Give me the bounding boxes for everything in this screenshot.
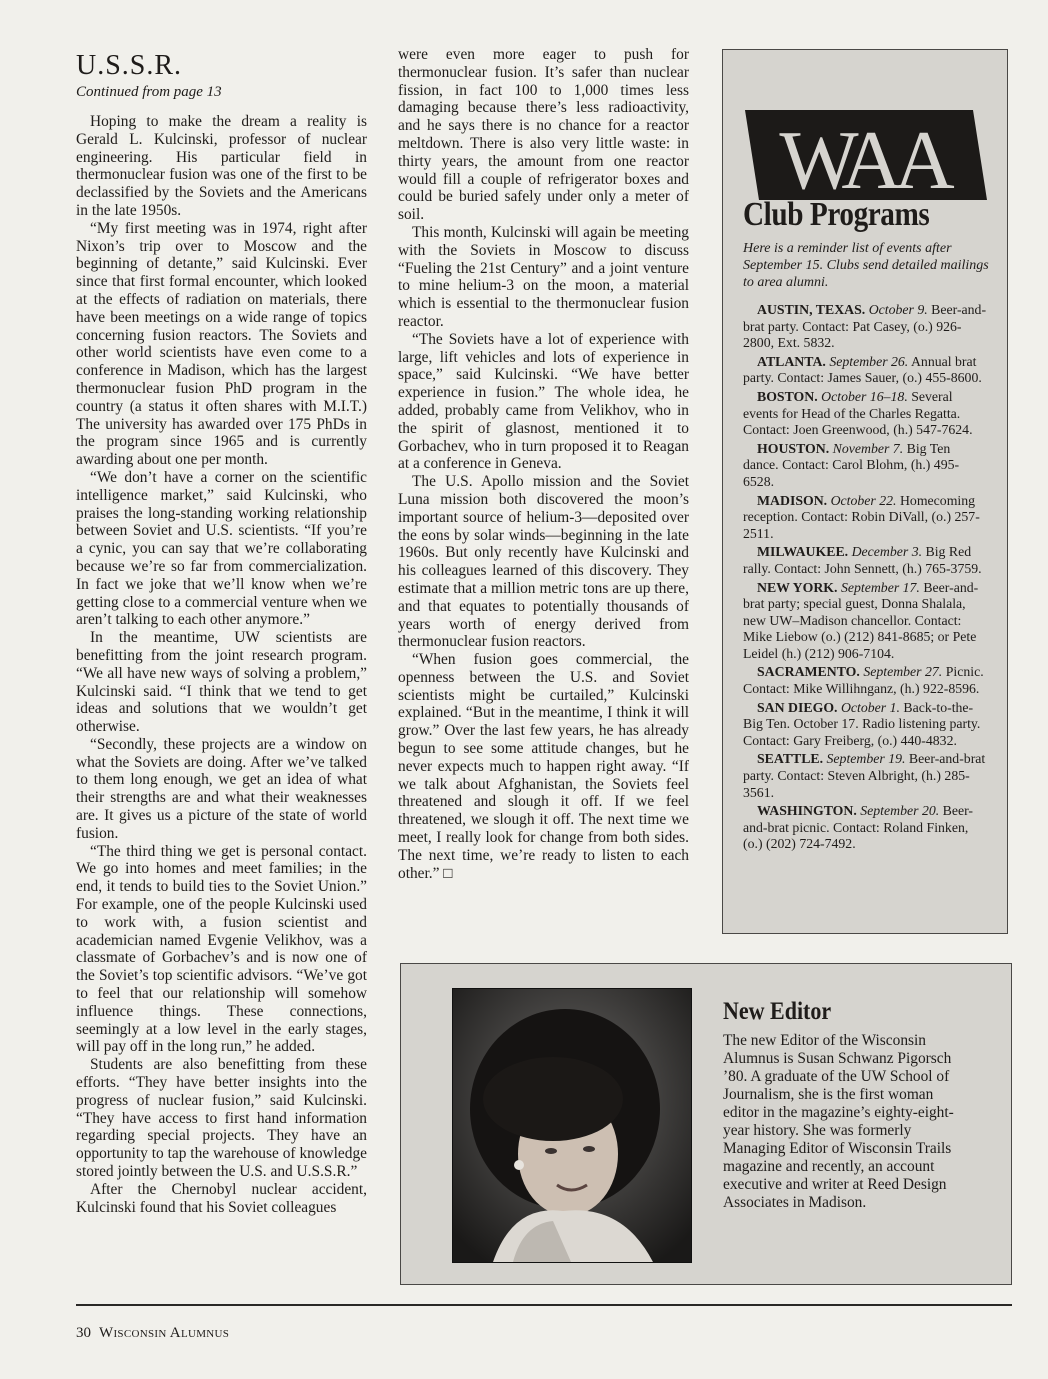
article-paragraph: After the Chernobyl nuclear accident, Kulcinski found that his Soviet colleagues bbox=[76, 1180, 367, 1216]
club-entry: NEW YORK. September 17. Beer-and-brat party; special guest, Donna Shalala, new UW–Madison chancellor. Contact: Mike Liebow (o.) (212) 841-8685; or Pete Leidel (h.) (212) 906-7104. bbox=[743, 579, 979, 661]
article-paragraph: “Secondly, these projects are a window on what the Soviets are doing. After we’ve talked to them long enough, we get an idea of what their strengths are and what their weaknesses are. It gives us a picture of the state of world fusion. bbox=[76, 735, 367, 842]
new-editor-title: New Editor bbox=[723, 998, 832, 1025]
page-number: 30 bbox=[76, 1325, 91, 1341]
continued-note: Continued from page 13 bbox=[76, 84, 222, 100]
editor-portrait-photo bbox=[452, 988, 692, 1263]
club-entry: MADISON. October 22. Homecoming reception. Contact: Robin DiVall, (o.) 257-2511. bbox=[743, 492, 980, 541]
article-paragraph: “When fusion goes commercial, the openness between the U.S. and Soviet scientists might be curtailed,” Kulcinski explained. “But in the meantime, I think it will grow.” Over the last few years, he has already begun to see some attitude changes, but he never expects much to happen right away. “If we talk about Afghanistan, the Soviets feel threatened and slough it off. If we feel threatened, we slough it off. The next time we meet, I really look for change from both sides. The next time, we’re ready to listen to each other.” □ bbox=[398, 651, 689, 882]
club-entry: MILWAUKEE. December 3. Big Red rally. Contact: John Sennett, (h.) 765-3759. bbox=[743, 544, 982, 576]
article-paragraph: “The Soviets have a lot of experience with large, lift vehicles and lots of experience in space,” said Kulcinski. “We have better experience in fusion.” The whole idea, he added, probably came from Velikhov, who in the spirit of glasnost, mentioned it to Gorbachev, who in turn proposed it to Reagan at a conference in Geneva. bbox=[398, 330, 689, 473]
article-paragraph: “The third thing we get is personal contact. We go into homes and meet families; in the end, it tends to build ties to the Soviet Union.” For example, one of the people Kulcinski used to work with, a fusion scientist and academician named Evgenie Velikhov, was a classmate of Gorbachev’s and is now one of the Soviet’s top scientific advisors. “We’ve got to feel that our relationship will somehow influence things. These connections, seemingly at a low level in the early stages, will pay off in the long run,” he added. bbox=[76, 842, 367, 1056]
club-entry: SAN DIEGO. October 1. Back-to-the-Big Ten. October 17. Radio listening party. Contact: Gary Freiberg, (o.) 440-4832. bbox=[743, 699, 981, 748]
club-entry: WASHINGTON. September 20. Beer-and-brat picnic. Contact: Roland Finken, (o.) (202) 724-7492. bbox=[743, 803, 974, 852]
article-paragraph: In the meantime, UW scientists are benefitting from the joint research program. “We all have new ways of solving a problem,” Kulcinski said. “I think that we tend to get ideas and solutions that we wouldn’t get otherwise. bbox=[76, 629, 367, 736]
article-paragraph: “My first meeting was in 1974, right after Nixon’s trip over to Moscow and the beginning of detante,” said Kulcinski. Ever since that first formal encounter, which looked at the effects of radiation on materials, there have been meetings on a wide range of topics concerning fusion reactors. The Soviets and other world scientists have even come to a conference in Madison, which has the largest thermonuclear fusion PhD program in the country (a status it often shares with M.I.T.) The university has awarded over 175 PhDs in the program since 1965 and is currently awarding about one per month. bbox=[76, 219, 367, 469]
club-programs-title: Club Programs bbox=[743, 196, 930, 233]
club-entry: SEATTLE. September 19. Beer-and-brat party. Contact: Steven Albright, (h.) 285-3561. bbox=[743, 751, 986, 800]
club-entry: HOUSTON. November 7. Big Ten dance. Contact: Carol Blohm, (h.) 495-6528. bbox=[743, 440, 960, 489]
article-paragraph: The U.S. Apollo mission and the Soviet Luna mission both discovered the moon’s important source of helium-3—deposited over the eons by solar winds—beginning in the late 1960s. But only recently have Kulcinski and his colleagues learned of this discovery. They estimate that a million metric tons are up there, and that equates to potentially thousands of years worth of energy derived from thermonuclear fusion reactors. bbox=[398, 473, 689, 651]
magazine-name: Wisconsin Alumnus bbox=[99, 1325, 230, 1341]
club-entry: BOSTON. October 16–18. Several events for Head of the Charles Regatta. Contact: Joen Greenwood, (h.) 547-7624. bbox=[743, 388, 973, 438]
page-footer bbox=[76, 1325, 229, 1342]
article-paragraph: were even more eager to push for thermonuclear fusion. It’s safer than nuclear fission, in fact 100 to 1,000 times less damaging because there’s less radioactivity, and he says there is no chance for a reactor meltdown. There is also very little waste: in thirty years, the amount from one reactor would fill a couple of refrigerator boxes and could be buried safely under only a meter of soil. bbox=[398, 46, 689, 224]
club-programs-intro: Here is a reminder list of events after September 15. Clubs send detailed mailings to area alumni. bbox=[743, 241, 989, 290]
club-entry: ATLANTA. September 26. Annual brat party. Contact: James Sauer, (o.) 455-8600. bbox=[743, 353, 982, 386]
waa-logo-text: WAA bbox=[779, 114, 947, 207]
club-entry: SACRAMENTO. September 27. Picnic. Contact: Mike Willihnganz, (h.) 922-8596. bbox=[743, 664, 984, 697]
article-paragraph: Students are also benefitting from these efforts. “They have better insights into the progress of nuclear fusion,” said Kulcinski. “They have access to first hand information regarding special projects. They have an opportunity to tap the warehouse of knowledge stored jointly between the U.S. and U.S.S.R.” bbox=[76, 1056, 367, 1181]
article-headline: U.S.S.R. bbox=[76, 50, 183, 81]
club-entry: AUSTIN, TEXAS. October 9. Beer-and-brat party. Contact: Pat Casey, (o.) 926-2800, Ext. 5832. bbox=[743, 302, 987, 351]
club-list bbox=[743, 302, 989, 855]
article-column-1 bbox=[76, 50, 367, 1216]
new-editor-box bbox=[400, 963, 1012, 1285]
footer-rule bbox=[76, 1304, 1012, 1306]
article-paragraph: This month, Kulcinski will again be meeting with the Soviets in Moscow to discuss “Fueling the 21st Century” and a joint venture to mine helium-3 on the moon, a material which is essential to the thermonuclear fusion reactor. bbox=[398, 223, 689, 330]
article-paragraph: Hoping to make the dream a reality is Gerald L. Kulcinski, professor of nuclear engineering. His particular field in thermonuclear fusion was one of the first to be declassified by the Soviets and the Americans in the late 1950s. bbox=[76, 113, 367, 219]
article-column-2 bbox=[398, 46, 689, 882]
club-programs-box bbox=[722, 49, 1008, 934]
article-paragraph: “We don’t have a corner on the scientific intelligence market,” said Kulcinski, who praises the long-standing working relationship between Soviet and U.S. scientists. “If you’re a cynic, you can say that we’re collaborating because we’re so far from commercialization. In fact we joke that we’ll know when we’re getting close to a commercial venture when we aren’t talking to each other anymore.” bbox=[76, 468, 367, 629]
new-editor-text: The new Editor of the Wisconsin Alumnus is Susan Schwanz Pigorsch ’80. A graduate of the UW School of Journalism, she is the first woman editor in the magazine’s eighty-eight-year history. She was formerly Managing Editor of Wisconsin Trails magazine and recently, an account executive and writer at Reed Design Associates in Madison. bbox=[723, 1032, 954, 1211]
